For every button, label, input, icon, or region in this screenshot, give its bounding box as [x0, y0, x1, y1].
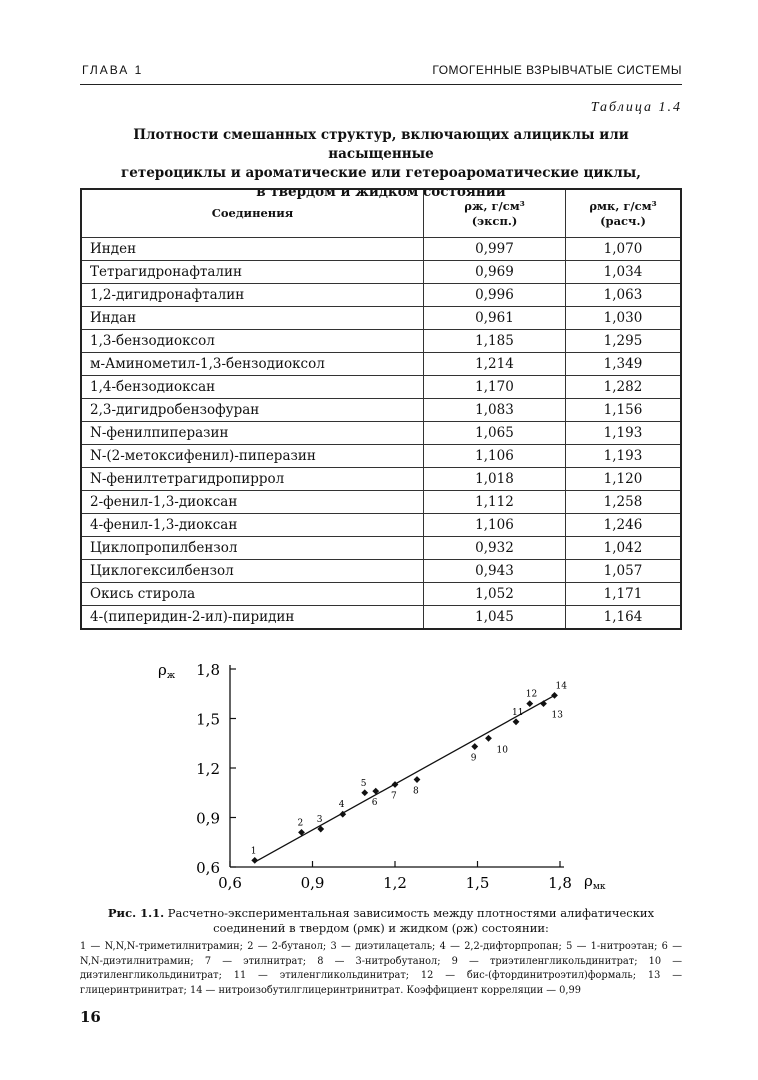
liquid-density-cell: 1,214 [424, 353, 566, 376]
table-row [81, 261, 681, 284]
header-solid-density-line2: (расч.) [600, 213, 646, 228]
table-row [81, 560, 681, 583]
table-header-row [81, 189, 681, 238]
compound-cell: Циклопропилбензол [81, 537, 424, 560]
table-row [81, 606, 681, 630]
compound-cell: Окись стирола [81, 583, 424, 606]
data-point-12 [526, 700, 533, 707]
x-tick-label: 1,2 [383, 874, 407, 892]
table-row [81, 422, 681, 445]
table-row [81, 491, 681, 514]
solid-density-cell: 1,030 [566, 307, 682, 330]
table-number: Таблица 1.4 [590, 100, 682, 115]
y-tick-label: 0,9 [196, 809, 220, 828]
table-row [81, 376, 681, 399]
point-label: 8 [413, 786, 419, 797]
solid-density-cell: 1,034 [566, 261, 682, 284]
table-row [81, 307, 681, 330]
table-row [81, 330, 681, 353]
data-point-13 [540, 700, 547, 707]
point-label: 4 [338, 800, 345, 811]
table-row [81, 514, 681, 537]
density-scatter-chart [150, 655, 610, 895]
compound-cell: 1,2-дигидронафталин [81, 284, 424, 307]
y-tick-label: 1,2 [196, 760, 220, 778]
header-liquid-density [424, 189, 566, 238]
liquid-density-cell: 0,943 [424, 560, 566, 583]
compound-cell: Тетрагидронафталин [81, 261, 424, 284]
figure-legend: 1 — N,N,N-триметилнитрамин; 2 — 2-бутанол; 3 — диэтилацеталь; 4 — 2,2-дифторпропан; 5 — 1-нитроэтан; 6 — N,N-диэтилнитрамин; 7 — этилнитрат; 8 — 3-нитробутанол; 9 — триэтиленгликольдинитрат; 10 — диэтиленгликольдинитрат; 11 — этиленгликольдинитрат; 12 — бис-(фтординитроэтил)формаль; 13 — глицеринтринитрат; 14 — нитроизобутилглицеринтринитрат. Коэффициент корреляции — 0,99 [80, 941, 682, 996]
compound-cell: 1,3-бензодиоксол [81, 330, 424, 353]
table-row [81, 445, 681, 468]
table-row [81, 284, 681, 307]
compound-cell: 4-(пиперидин-2-ил)-пиридин [81, 606, 424, 630]
page-number: 16 [80, 1008, 101, 1026]
solid-density-cell: 1,193 [566, 422, 682, 445]
solid-density-cell: 1,258 [566, 491, 682, 514]
liquid-density-cell: 1,045 [424, 606, 566, 630]
point-label: 12 [525, 689, 538, 700]
liquid-density-cell: 1,065 [424, 422, 566, 445]
point-label: 1 [250, 846, 257, 857]
solid-density-cell: 1,349 [566, 353, 682, 376]
point-label: 11 [512, 707, 524, 718]
data-point-1 [251, 857, 258, 864]
liquid-density-cell: 1,106 [424, 514, 566, 537]
compound-cell: N-фенилпиперазин [81, 422, 424, 445]
point-label: 10 [496, 745, 508, 756]
solid-density-cell: 1,042 [566, 537, 682, 560]
section-title: ГОМОГЕННЫЕ ВЗРЫВЧАТЫЕ СИСТЕМЫ [432, 63, 682, 77]
compound-cell: N-(2-метоксифенил)-пиперазин [81, 445, 424, 468]
data-point-9 [471, 743, 478, 750]
compound-cell: 2,3-дигидробензофуран [81, 399, 424, 422]
data-point-10 [485, 735, 492, 742]
figure-number: Рис. 1.1. [107, 906, 165, 920]
header-solid-density-line1: ρмк, г/см³ [589, 198, 657, 213]
table-row [81, 399, 681, 422]
liquid-density-cell: 1,106 [424, 445, 566, 468]
y-tick-label: 0,6 [196, 859, 220, 877]
compound-cell: Индан [81, 307, 424, 330]
liquid-density-cell: 1,185 [424, 330, 566, 353]
point-label: 13 [551, 710, 563, 721]
x-tick-label: 1,8 [548, 874, 572, 892]
table-row [81, 583, 681, 606]
x-tick-label: 0,9 [300, 874, 325, 892]
data-point-11 [513, 718, 520, 725]
liquid-density-cell: 1,083 [424, 399, 566, 422]
compound-cell: 1,4-бензодиоксан [81, 376, 424, 399]
liquid-density-cell: 0,932 [424, 537, 566, 560]
solid-density-cell: 1,171 [566, 583, 682, 606]
liquid-density-cell: 1,018 [424, 468, 566, 491]
header-compound: Соединения [81, 189, 424, 238]
header-liquid-density-line2: (эксп.) [471, 213, 518, 228]
compound-cell: м-Аминометил-1,3-бензодиоксол [81, 353, 424, 376]
solid-density-cell: 1,295 [566, 330, 682, 353]
x-tick-label: 1,5 [465, 874, 490, 892]
solid-density-cell: 1,156 [566, 399, 682, 422]
compound-cell: N-фенилтетрагидропиррол [81, 468, 424, 491]
solid-density-cell: 1,070 [566, 238, 682, 261]
liquid-density-cell: 0,996 [424, 284, 566, 307]
data-point-14 [551, 692, 558, 699]
solid-density-cell: 1,120 [566, 468, 682, 491]
compound-cell: 4-фенил-1,3-диоксан [81, 514, 424, 537]
table-caption-line: Плотности смешанных структур, включающих алициклы или насыщенные [133, 127, 629, 162]
x-tick-label: 0,6 [218, 874, 242, 892]
x-axis-title: $\rho_{мк}$ [584, 872, 606, 892]
table-row [81, 468, 681, 491]
liquid-density-cell: 0,997 [424, 238, 566, 261]
point-label: 6 [371, 798, 378, 809]
liquid-density-cell: 0,969 [424, 261, 566, 284]
point-label: 3 [316, 815, 323, 826]
liquid-density-cell: 0,961 [424, 307, 566, 330]
table-body [81, 238, 681, 630]
table-row [81, 238, 681, 261]
solid-density-cell: 1,063 [566, 284, 682, 307]
liquid-density-cell: 1,052 [424, 583, 566, 606]
table-caption-line: гетероциклы и ароматические или гетероароматические циклы, [120, 165, 642, 181]
solid-density-cell: 1,057 [566, 560, 682, 583]
point-label: 9 [470, 753, 477, 764]
point-label: 5 [360, 778, 367, 789]
point-label: 2 [297, 818, 304, 829]
point-label: 7 [391, 791, 397, 802]
compound-cell: 2-фенил-1,3-диоксан [81, 491, 424, 514]
y-tick-label: 1,8 [196, 661, 220, 679]
figure-caption-text: Расчетно-экспериментальная зависимость между плотностями алифатических соединений в твердом (ρмк) и жидком (ρж) состоянии: [167, 906, 655, 935]
compound-cell: Инден [81, 238, 424, 261]
header-liquid-density-line1: ρж, г/см³ [464, 198, 525, 213]
density-table [80, 188, 682, 630]
regression-line [255, 695, 555, 862]
data-point-5 [361, 789, 368, 796]
table-caption-line: в твердом и жидком состоянии [256, 184, 506, 200]
data-point-8 [414, 776, 421, 783]
y-axis-title: $\rho_ж$ [158, 661, 176, 681]
compound-cell: Циклогексилбензол [81, 560, 424, 583]
solid-density-cell: 1,246 [566, 514, 682, 537]
chapter-label: ГЛАВА 1 [82, 63, 144, 77]
y-tick-label: 1,5 [196, 710, 220, 729]
solid-density-cell: 1,164 [566, 606, 682, 630]
liquid-density-cell: 1,170 [424, 376, 566, 399]
table-row [81, 537, 681, 560]
running-head [80, 58, 682, 85]
solid-density-cell: 1,282 [566, 376, 682, 399]
figure-caption [80, 906, 682, 936]
table-row [81, 353, 681, 376]
solid-density-cell: 1,193 [566, 445, 682, 468]
point-label: 14 [555, 681, 567, 692]
header-solid-density [566, 189, 682, 238]
liquid-density-cell: 1,112 [424, 491, 566, 514]
